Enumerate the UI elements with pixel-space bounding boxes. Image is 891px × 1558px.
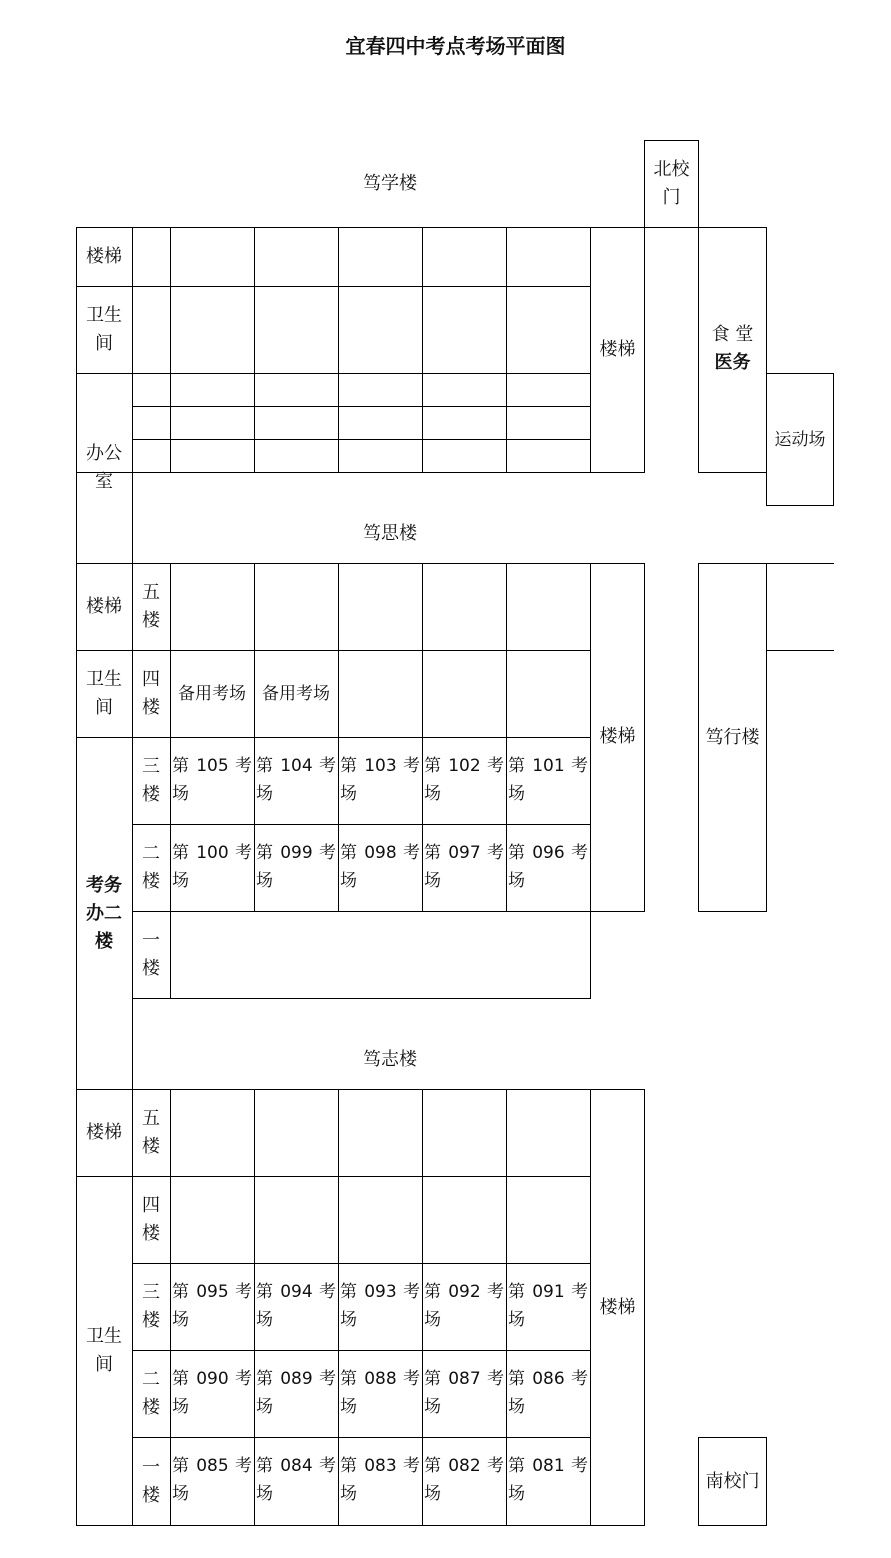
exam-room: 第 082 考场: [424, 1456, 504, 1504]
exam-room: 第 085 考场: [172, 1456, 252, 1504]
dusi-toilet: 卫生间: [86, 668, 122, 718]
exam-room: 第 095 考场: [172, 1282, 252, 1330]
exam-room: 第 089 考场: [256, 1369, 336, 1417]
exam-room: 第 105 考场: [172, 756, 252, 804]
exam-room: 第 104 考场: [256, 756, 336, 804]
floor-label: 五楼: [142, 581, 160, 631]
exam-room: 第 088 考场: [340, 1369, 420, 1417]
south-gate-label: 南校门: [705, 1470, 760, 1492]
duzhi-stairs-right: 楼梯: [599, 1296, 636, 1318]
floor-label: 二楼: [142, 1368, 160, 1418]
duxue-toilet: 卫生间: [86, 304, 122, 354]
duzhi-building-label: 笃志楼: [363, 1049, 417, 1070]
floor-label: 一楼: [142, 1456, 160, 1506]
exam-room: 第 101 考场: [508, 756, 588, 804]
duxue-building-label: 笃学楼: [363, 173, 417, 194]
exam-room: 第 083 考场: [340, 1456, 420, 1504]
dusi-building-label: 笃思楼: [363, 523, 417, 544]
sports-field-label: 运动场: [774, 429, 826, 450]
exam-room: 第 094 考场: [256, 1282, 336, 1330]
duzhi-toilet: 卫生间: [86, 1326, 122, 1375]
floor-label: 三楼: [142, 755, 160, 805]
exam-room: 第 098 考场: [340, 843, 420, 891]
exam-room: 第 084 考场: [256, 1456, 336, 1504]
duxue-building: [76, 227, 645, 473]
duxue-stairs-right: 楼梯: [599, 339, 636, 360]
exam-room: 第 091 考场: [508, 1282, 588, 1330]
canteen-label: 食 堂: [711, 324, 754, 345]
office: 办公室: [86, 443, 122, 492]
exam-room: 第 100 考场: [172, 843, 252, 891]
floor-label: 四楼: [142, 1194, 160, 1244]
exam-room: 第 102 考场: [424, 756, 504, 804]
exam-room: 第 092 考场: [424, 1282, 504, 1330]
duxue-stairs-left: 楼梯: [86, 245, 122, 267]
dusi-stairs-right: 楼梯: [599, 726, 636, 747]
exam-room: 第 096 考场: [508, 843, 588, 891]
exam-room: 第 090 考场: [172, 1369, 252, 1417]
dusi-stairs-left: 楼梯: [86, 595, 122, 617]
spare-exam-room: 备用考场: [262, 683, 330, 704]
medical-label: 医务: [714, 352, 751, 373]
exam-room: 第 087 考场: [424, 1369, 504, 1417]
exam-office: 考务办二楼: [86, 874, 122, 952]
duxing-building-label: 笃行楼: [705, 726, 760, 748]
page-title: 宜春四中考点考场平面图: [345, 34, 566, 58]
floor-label: 五楼: [142, 1107, 160, 1157]
north-gate-label: 北校门: [653, 159, 690, 208]
floor-label: 一楼: [142, 929, 160, 979]
floor-label: 三楼: [142, 1281, 160, 1331]
floor-label: 二楼: [142, 842, 160, 892]
exam-room: 第 103 考场: [340, 756, 420, 804]
exam-room: 第 086 考场: [508, 1369, 588, 1417]
exam-room: 第 081 考场: [508, 1456, 588, 1504]
exam-room: 第 097 考场: [424, 843, 504, 891]
exam-room: 第 093 考场: [340, 1282, 420, 1330]
spare-exam-room: 备用考场: [178, 683, 246, 704]
floor-label: 四楼: [142, 668, 160, 718]
duzhi-stairs-left: 楼梯: [86, 1121, 122, 1143]
exam-room: 第 099 考场: [256, 843, 336, 891]
